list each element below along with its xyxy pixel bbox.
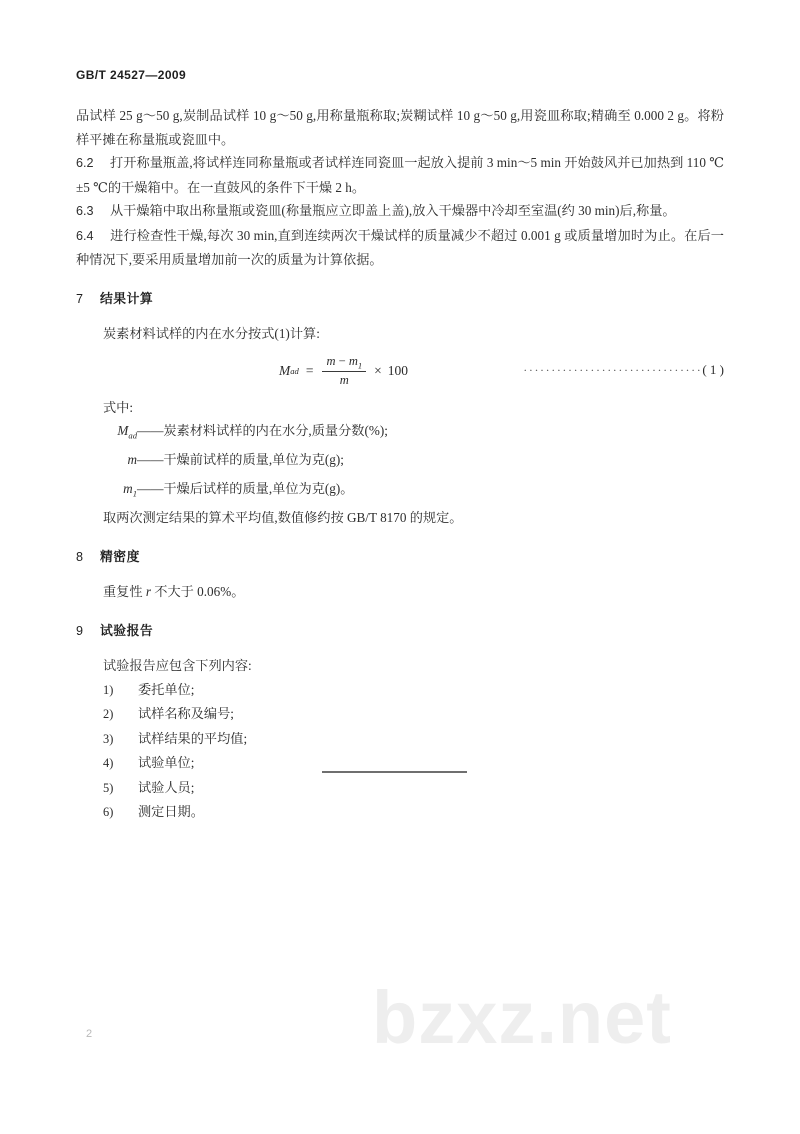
formula-numerator <box>322 354 366 372</box>
formula-fraction <box>322 354 366 389</box>
list-item-marker: 1) <box>103 682 114 697</box>
where-symbol <box>103 419 137 448</box>
list-item-label: 测定日期。 <box>138 804 204 820</box>
formula-times: × <box>374 362 382 378</box>
section-number-9: 9 <box>76 623 84 638</box>
formula-leader-dots: ································ <box>523 362 703 377</box>
formula-numerator-m: m <box>326 353 336 368</box>
where-symbol-base: M <box>117 423 129 438</box>
clause-text-6-4: 进行检查性干燥,每次 30 min,直到连续两次干燥试样的质量减少不超过 0.001 g 或质量增加时为止。在后一种情况下,要采用质量增加前一次的质量为计算依据。 <box>76 227 724 267</box>
list-item-label: 试验人员; <box>138 779 195 795</box>
where-dash: —— <box>137 423 164 438</box>
spacer <box>76 604 724 619</box>
where-symbol-subscript: 1 <box>132 488 137 499</box>
list-item <box>103 800 724 825</box>
list-item-label: 试验单位; <box>138 755 195 771</box>
paragraph-6-3 <box>76 199 724 224</box>
formula-equals: = <box>305 362 314 378</box>
formula-number-row <box>523 362 724 378</box>
formula-lhs-symbol: M <box>279 362 291 378</box>
footer-divider-rule <box>322 771 467 773</box>
list-item-marker: 5) <box>103 780 114 795</box>
section-8-text <box>76 580 724 604</box>
paragraph-6-2 <box>76 151 724 199</box>
list-item-label: 试样名称及编号; <box>138 706 234 722</box>
where-item <box>103 448 724 477</box>
where-symbol-subscript: ad <box>128 430 137 441</box>
where-symbol <box>103 448 137 477</box>
section-8-text-pre: 重复性 <box>103 584 146 600</box>
spacer <box>76 569 724 580</box>
where-definition: 干燥前试样的质量,单位为克(g); <box>163 452 344 468</box>
section-7-closing: 取两次测定结果的算术平均值,数值修约按 GB/T 8170 的规定。 <box>103 510 463 526</box>
page-number: 2 <box>86 1028 93 1040</box>
formula-numerator-minus: − <box>338 353 346 368</box>
formula-denominator-m: m <box>339 373 349 387</box>
spacer <box>76 530 724 545</box>
running-header-standard-number: GB/T 24527—2009 <box>76 68 187 82</box>
section-number-7: 7 <box>76 291 84 306</box>
clause-number-6-2: 6.2 <box>76 156 94 170</box>
paragraph-6-4 <box>76 224 724 272</box>
paragraph-6-1-continued: 品试样 25 g～50 g,炭制品试样 10 g～50 g,用称量瓶称取;炭糊试样 10 g～50 g,用瓷皿称取;精确至 0.000 2 g。将粉样平摊在称量瓶或瓷皿中。 <box>76 108 724 147</box>
formula-numerator-m1: m <box>348 353 358 368</box>
list-item-marker: 6) <box>103 805 114 820</box>
where-item <box>103 477 724 506</box>
where-symbol-base: m <box>127 452 137 468</box>
list-item-label: 试样结果的平均值; <box>138 730 248 746</box>
list-item <box>103 678 724 703</box>
section-9-list <box>76 678 724 825</box>
where-definition: 干燥后试样的质量,单位为克(g)。 <box>163 481 354 497</box>
clause-text-6-3: 从干燥箱中取出称量瓶或瓷皿(称量瓶应立即盖上盖),放入干燥器中冷却至室温(约 30 min)后,称量。 <box>110 203 676 218</box>
spacer <box>76 272 724 287</box>
formula-expression <box>279 354 408 389</box>
formula-number: ( 1 ) <box>702 361 724 377</box>
spacer <box>76 643 724 654</box>
formula-lhs-subscript: ad <box>290 365 299 376</box>
list-item-marker: 4) <box>103 756 114 771</box>
section-heading-8 <box>76 545 724 570</box>
list-item <box>103 702 724 727</box>
where-definition: 炭素材料试样的内在水分,质量分数(%); <box>163 423 388 438</box>
spacer <box>76 311 724 322</box>
section-8-symbol: r <box>145 584 151 600</box>
list-item-marker: 2) <box>103 707 114 722</box>
section-heading-9 <box>76 619 724 644</box>
formula-denominator <box>336 372 353 388</box>
section-9-intro: 试验报告应包含下列内容: <box>103 658 252 674</box>
formula-factor: 100 <box>387 362 409 378</box>
where-symbol-base: m <box>123 481 133 497</box>
list-item <box>103 776 724 801</box>
section-number-8: 8 <box>76 549 84 564</box>
clause-number-6-3: 6.3 <box>76 204 94 218</box>
section-7-intro: 炭素材料试样的内在水分按式(1)计算: <box>103 326 320 341</box>
section-heading-7 <box>76 287 724 312</box>
where-item <box>103 419 724 448</box>
section-title-9: 试验报告 <box>100 623 154 639</box>
section-8-text-post: 不大于 0.06%。 <box>151 584 245 600</box>
list-item-marker: 3) <box>103 731 114 746</box>
where-dash: —— <box>137 452 164 468</box>
watermark-bzxz: bzxz.net <box>372 976 672 1059</box>
where-label: 式中: <box>103 399 134 415</box>
where-dash: —— <box>137 481 164 497</box>
document-body <box>76 104 724 825</box>
clause-text-6-2: 打开称量瓶盖,将试样连同称量瓶或者试样连同瓷皿一起放入提前 3 min～5 min 开始鼓风并已加热到 110 ℃±5 ℃的干燥箱中。在一直鼓风的条件下干燥 2 h。 <box>76 155 724 195</box>
section-title-7: 结果计算 <box>100 291 154 307</box>
formula-where-block <box>76 396 724 507</box>
where-symbol <box>103 477 137 506</box>
formula-numerator-m1-subscript: 1 <box>357 360 363 370</box>
section-title-8: 精密度 <box>100 549 140 565</box>
formula-block-1 <box>76 354 724 392</box>
clause-number-6-4: 6.4 <box>76 228 94 243</box>
list-item-label: 委托单位; <box>138 681 195 697</box>
list-item <box>103 727 724 752</box>
